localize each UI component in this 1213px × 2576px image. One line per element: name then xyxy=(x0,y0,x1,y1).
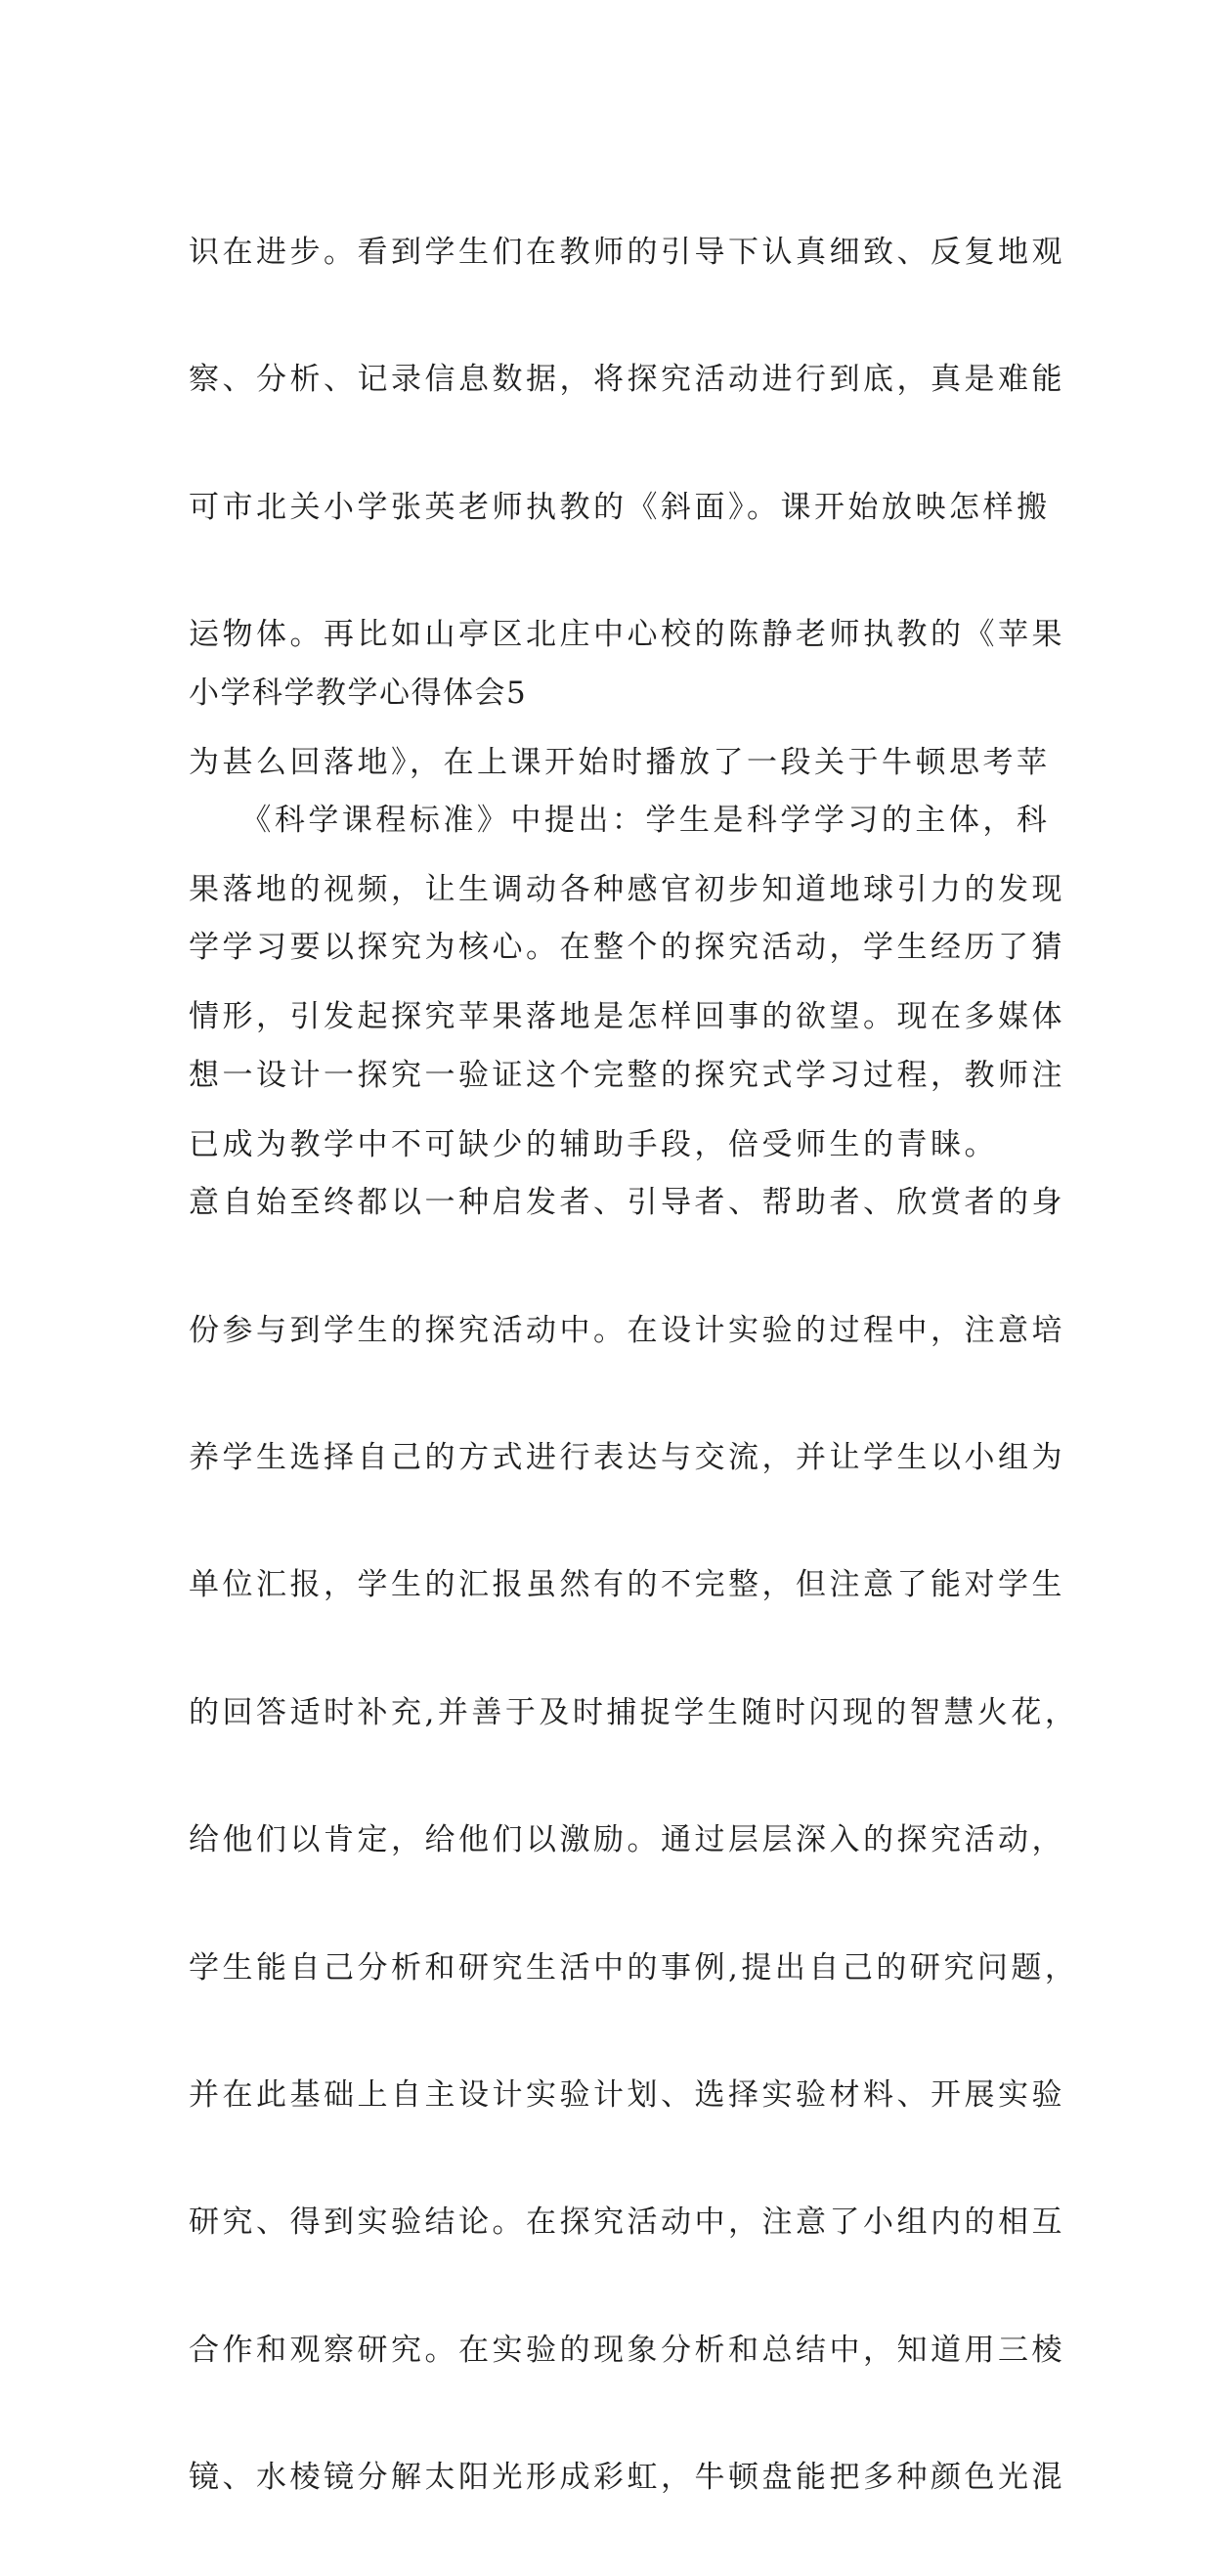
paragraph-line: 合作和观察研究。在实验的现象分析和总结中，知道用三棱 xyxy=(189,2332,1065,2368)
paragraph-line: 为甚么回落地》，在上课开始时播放了一段关于牛顿思考苹 xyxy=(189,744,1051,780)
paragraph-line: 可市北关小学张英老师执教的《斜面》。课开始放映怎样搬 xyxy=(189,489,1051,525)
paragraph-line: 并在此基础上自主设计实验计划、选择实验材料、开展实验 xyxy=(189,2076,1065,2113)
paragraph-line: 给他们以肯定，给他们以激励。通过层层深入的探究活动， xyxy=(189,1822,1065,1858)
paragraph-line: 《科学课程标准》中提出：学生是科学学习的主体，科 xyxy=(189,803,1051,838)
paragraph-line: 情形，引发起探究苹果落地是怎样回事的欲望。现在多媒体 xyxy=(189,999,1065,1035)
paragraph-line: 的回答适时补充,并善于及时捕捉学生随时闪现的智慧火花， xyxy=(189,1694,1079,1730)
paragraph-line: 单位汇报，学生的汇报虽然有的不完整，但注意了能对学生 xyxy=(189,1567,1065,1603)
paragraph-line: 份参与到学生的探究活动中。在设计实验的过程中，注意培 xyxy=(189,1312,1065,1348)
paragraph-line: 已成为教学中不可缺少的辅助手段，倍受师生的青睐。 xyxy=(189,1126,998,1162)
paragraph-line: 识在进步。看到学生们在教师的引导下认真细致、反复地观 xyxy=(189,235,1065,270)
paragraph-2 xyxy=(189,721,1079,2576)
paragraph-line: 察、分析、记录信息数据，将探究活动进行到底，真是难能 xyxy=(189,362,1065,398)
paragraph-line: 学学习要以探究为核心。在整个的探究活动，学生经历了猜 xyxy=(189,930,1065,966)
paragraph-line: 养学生选择自己的方式进行表达与交流，并让学生以小组为 xyxy=(189,1439,1065,1475)
paragraph-line: 果落地的视频，让生调动各种感官初步知道地球引力的发现 xyxy=(189,871,1065,907)
paragraph-line: 意自始至终都以一种启发者、引导者、帮助者、欣赏者的身 xyxy=(189,1185,1065,1221)
paragraph-line: 想一设计一探究一验证这个完整的探究式学习过程，教师注 xyxy=(189,1057,1065,1093)
section-heading: 小学科学教学心得体会5 xyxy=(189,676,528,711)
paragraph-line: 运物体。再比如山亭区北庄中心校的陈静老师执教的《苹果 xyxy=(189,617,1065,653)
paragraph-line: 研究、得到实验结论。在探究活动中，注意了小组内的相互 xyxy=(189,2205,1065,2241)
paragraph-line: 学生能自己分析和研究生活中的事例,提出自己的研究问题， xyxy=(189,1949,1079,1986)
paragraph-line: 镜、水棱镜分解太阳光形成彩虹，牛顿盘能把多种颜色光混 xyxy=(189,2460,1065,2496)
